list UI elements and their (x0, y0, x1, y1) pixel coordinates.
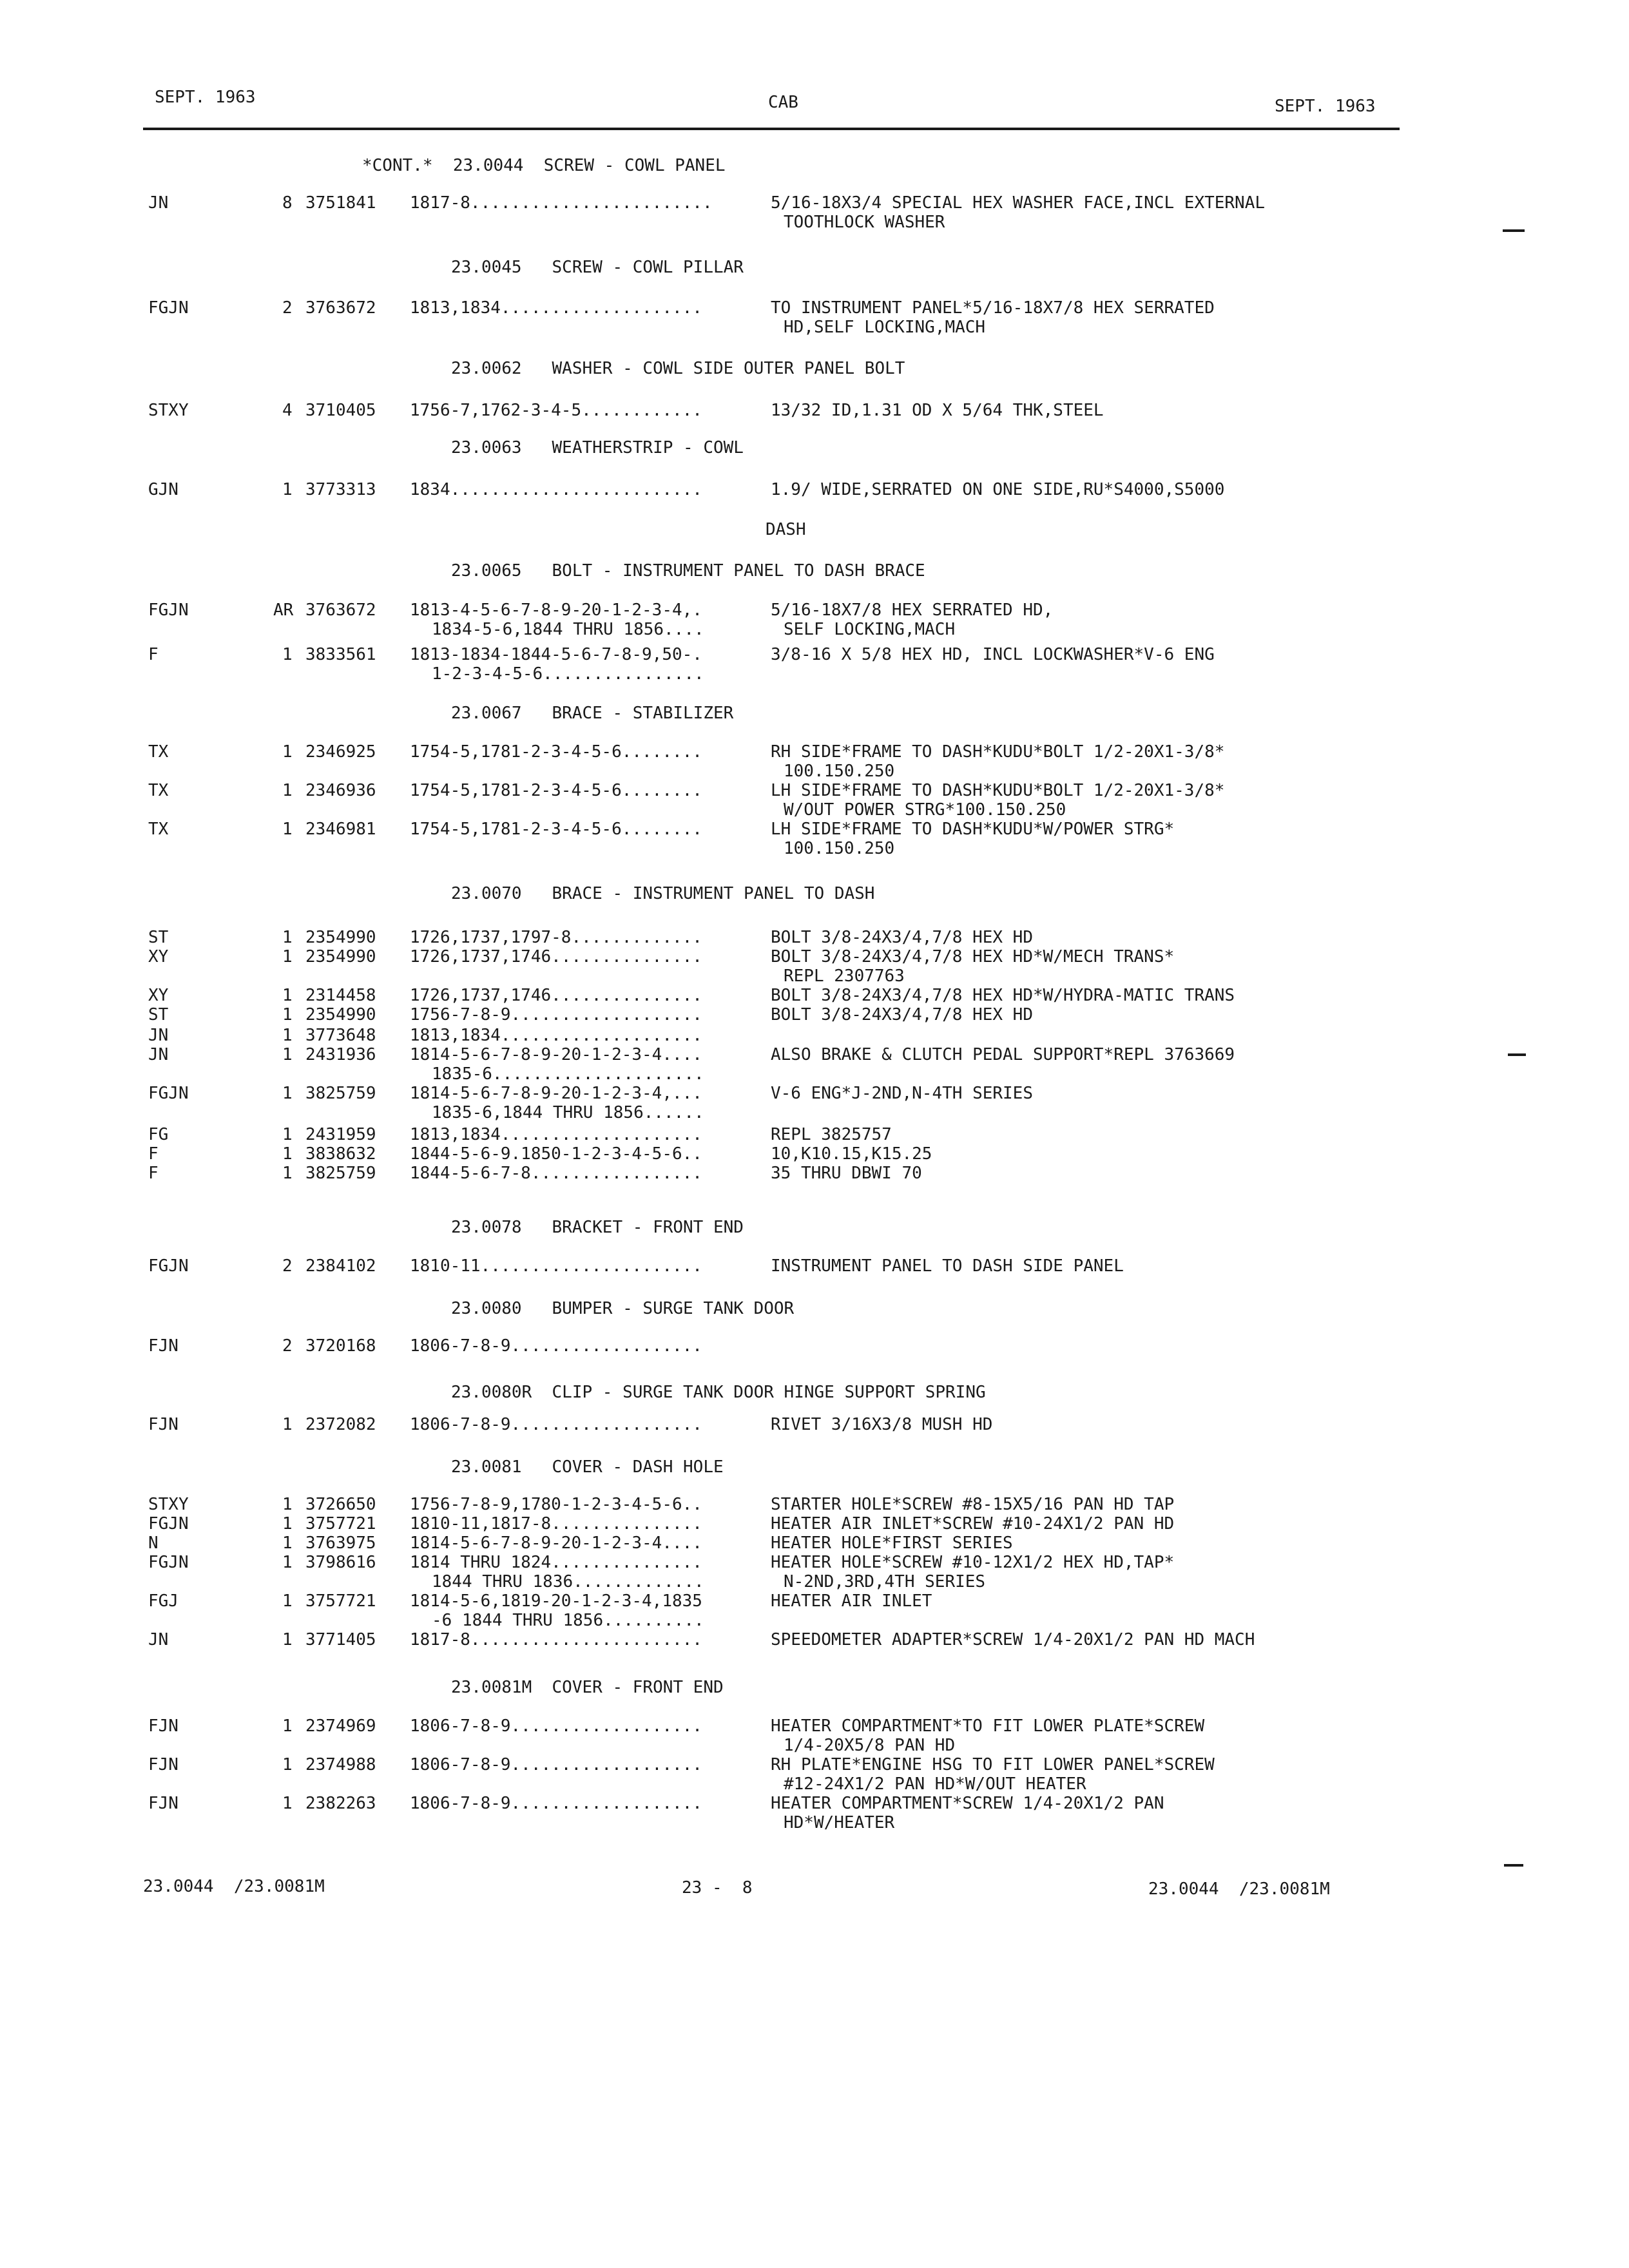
model-years: 1844-5-6-9.1850-1-2-3-4-5-6.. (410, 1144, 702, 1164)
part-number: 3773313 (305, 480, 376, 499)
part-number: 2314458 (305, 986, 376, 1005)
model-years: 1754-5,1781-2-3-4-5-6........ (410, 781, 702, 800)
part-number: 2382263 (305, 1794, 376, 1813)
model-code: JN (148, 1630, 169, 1649)
part-description: 3/8-16 X 5/8 HEX HD, INCL LOCKWASHER*V-6 ENG (771, 645, 1215, 664)
part-description: STARTER HOLE*SCREW #8-15X5/16 PAN HD TAP (771, 1495, 1175, 1514)
quantity: 1 (282, 1045, 293, 1064)
model-code: TX (148, 781, 169, 800)
model-years: 1813-4-5-6-7-8-9-20-1-2-3-4,. (410, 601, 702, 620)
part-description: LH SIDE*FRAME TO DASH*KUDU*W/POWER STRG* (771, 820, 1175, 839)
part-number: 2346925 (305, 742, 376, 762)
model-code: STXY (148, 401, 189, 420)
part-description-continued: HD*W/HEATER (784, 1813, 895, 1832)
model-code: FGJN (148, 601, 189, 620)
part-number: 3763975 (305, 1533, 376, 1553)
part-number: 2384102 (305, 1256, 376, 1276)
part-description: BOLT 3/8-24X3/4,7/8 HEX HD (771, 928, 1033, 947)
quantity: 1 (282, 1553, 293, 1572)
model-code: JN (148, 1045, 169, 1064)
model-code: FGJ (148, 1591, 178, 1611)
part-number: 3833561 (305, 645, 376, 664)
part-description: BOLT 3/8-24X3/4,7/8 HEX HD (771, 1005, 1033, 1024)
quantity: 1 (282, 742, 293, 762)
part-number: 3763672 (305, 601, 376, 620)
part-description-continued: 1/4-20X5/8 PAN HD (784, 1736, 956, 1755)
model-years-continued: -6 1844 THRU 1856.......... (432, 1611, 704, 1630)
model-years: 1817-8....................... (410, 1630, 702, 1649)
model-code: FJN (148, 1716, 178, 1736)
part-number: 3763672 (305, 298, 376, 318)
model-years-continued: 1835-6,1844 THRU 1856...... (432, 1103, 704, 1122)
quantity: 1 (282, 1415, 293, 1434)
part-number: 3710405 (305, 401, 376, 420)
quantity: 2 (282, 298, 293, 318)
part-number: 3771405 (305, 1630, 376, 1649)
margin-mark (1508, 1053, 1526, 1056)
model-code: F (148, 1164, 159, 1183)
quantity: 1 (282, 986, 293, 1005)
part-number: 2374988 (305, 1755, 376, 1774)
footer-range-right: 23.0044 /23.0081M (1148, 1879, 1330, 1899)
quantity: 1 (282, 1794, 293, 1813)
model-years: 1754-5,1781-2-3-4-5-6........ (410, 820, 702, 839)
header-title: CAB (768, 93, 798, 112)
margin-mark (1503, 229, 1525, 232)
part-number: 3838632 (305, 1144, 376, 1164)
quantity: 1 (282, 1755, 293, 1774)
part-number: 2346936 (305, 781, 376, 800)
model-code: JN (148, 1026, 169, 1045)
part-description: RH SIDE*FRAME TO DASH*KUDU*BOLT 1/2-20X1-3/8* (771, 742, 1225, 762)
header-date-right: SEPT. 1963 (1275, 97, 1376, 116)
section-heading: 23.0080R CLIP - SURGE TANK DOOR HINGE SUPPORT SPRING (451, 1383, 986, 1402)
section-heading: *CONT.* 23.0044 SCREW - COWL PANEL (362, 156, 726, 175)
quantity: 1 (282, 1591, 293, 1611)
model-code: ST (148, 1005, 169, 1024)
model-code: FGJN (148, 1084, 189, 1103)
header-rule (143, 128, 1400, 130)
part-description: REPL 3825757 (771, 1125, 892, 1144)
part-description-continued: W/OUT POWER STRG*100.150.250 (784, 800, 1066, 820)
part-description-continued: #12-24X1/2 PAN HD*W/OUT HEATER (784, 1774, 1086, 1794)
part-number: 2354990 (305, 947, 376, 966)
model-code: TX (148, 820, 169, 839)
model-code: F (148, 645, 159, 664)
quantity: 2 (282, 1336, 293, 1356)
model-years: 1844-5-6-7-8................. (410, 1164, 702, 1183)
footer-page-number: 23 - 8 (682, 1878, 753, 1898)
part-description: HEATER COMPARTMENT*SCREW 1/4-20X1/2 PAN (771, 1794, 1164, 1813)
model-code: FGJN (148, 1256, 189, 1276)
part-number: 3720168 (305, 1336, 376, 1356)
model-years: 1810-11...................... (410, 1256, 702, 1276)
quantity: 1 (282, 1630, 293, 1649)
model-years: 1806-7-8-9................... (410, 1755, 702, 1774)
model-years: 1806-7-8-9................... (410, 1794, 702, 1813)
part-number: 3726650 (305, 1495, 376, 1514)
part-description: BOLT 3/8-24X3/4,7/8 HEX HD*W/MECH TRANS* (771, 947, 1175, 966)
model-code: N (148, 1533, 159, 1553)
part-description: BOLT 3/8-24X3/4,7/8 HEX HD*W/HYDRA-MATIC TRANS (771, 986, 1235, 1005)
part-number: 3825759 (305, 1164, 376, 1183)
part-description-continued: N-2ND,3RD,4TH SERIES (784, 1572, 986, 1591)
model-years: 1834......................... (410, 480, 702, 499)
model-code: GJN (148, 480, 178, 499)
model-code: ST (148, 928, 169, 947)
model-years: 1726,1737,1746............... (410, 947, 702, 966)
model-code: FGJN (148, 1514, 189, 1533)
part-description: HEATER HOLE*FIRST SERIES (771, 1533, 1013, 1553)
model-code: FJN (148, 1755, 178, 1774)
part-description-continued: SELF LOCKING,MACH (784, 620, 956, 639)
section-heading: 23.0070 BRACE - INSTRUMENT PANEL TO DASH (451, 884, 875, 903)
quantity: 1 (282, 820, 293, 839)
model-years: 1814-5-6-7-8-9-20-1-2-3-4.... (410, 1533, 702, 1553)
part-number: 3773648 (305, 1026, 376, 1045)
part-description: TO INSTRUMENT PANEL*5/16-18X7/8 HEX SERRATED (771, 298, 1215, 318)
model-years: 1726,1737,1797-8............. (410, 928, 702, 947)
quantity: 1 (282, 947, 293, 966)
quantity: 1 (282, 1533, 293, 1553)
part-description-continued: 100.150.250 (784, 762, 895, 781)
section-heading: 23.0062 WASHER - COWL SIDE OUTER PANEL BOLT (451, 359, 905, 378)
quantity: 1 (282, 1144, 293, 1164)
quantity: 1 (282, 480, 293, 499)
part-description: SPEEDOMETER ADAPTER*SCREW 1/4-20X1/2 PAN HD MACH (771, 1630, 1255, 1649)
part-description: V-6 ENG*J-2ND,N-4TH SERIES (771, 1084, 1033, 1103)
model-years: 1814 THRU 1824............... (410, 1553, 702, 1572)
footer-range-left: 23.0044 /23.0081M (143, 1877, 325, 1896)
model-code: XY (148, 947, 169, 966)
part-number: 2354990 (305, 1005, 376, 1024)
model-years: 1756-7-8-9................... (410, 1005, 702, 1024)
model-code: FGJN (148, 298, 189, 318)
model-years: 1756-7-8-9,1780-1-2-3-4-5-6.. (410, 1495, 702, 1514)
model-code: TX (148, 742, 169, 762)
section-heading: 23.0065 BOLT - INSTRUMENT PANEL TO DASH BRACE (451, 561, 925, 581)
model-years-continued: 1844 THRU 1836............. (432, 1572, 704, 1591)
margin-mark (1504, 1864, 1523, 1867)
model-years: 1810-11,1817-8............... (410, 1514, 702, 1533)
section-heading: 23.0078 BRACKET - FRONT END (451, 1218, 744, 1237)
model-code: FGJN (148, 1553, 189, 1572)
model-years: 1814-5-6-7-8-9-20-1-2-3-4.... (410, 1045, 702, 1064)
model-years: 1726,1737,1746............... (410, 986, 702, 1005)
model-years: 1817-8........................ (410, 193, 713, 213)
part-description: 5/16-18X7/8 HEX SERRATED HD, (771, 601, 1054, 620)
model-years-continued: 1835-6..................... (432, 1064, 704, 1084)
quantity: 1 (282, 1514, 293, 1533)
part-number: 3751841 (305, 193, 376, 213)
part-description: LH SIDE*FRAME TO DASH*KUDU*BOLT 1/2-20X1-3/8* (771, 781, 1225, 800)
part-number: 3757721 (305, 1514, 376, 1533)
section-heading: 23.0063 WEATHERSTRIP - COWL (451, 438, 744, 457)
quantity: 1 (282, 1084, 293, 1103)
quantity: 1 (282, 1164, 293, 1183)
part-description: HEATER AIR INLET*SCREW #10-24X1/2 PAN HD (771, 1514, 1175, 1533)
quantity: 2 (282, 1256, 293, 1276)
part-number: 2354990 (305, 928, 376, 947)
model-years: 1806-7-8-9................... (410, 1716, 702, 1736)
part-description: HEATER HOLE*SCREW #10-12X1/2 HEX HD,TAP* (771, 1553, 1175, 1572)
part-description: HEATER AIR INLET (771, 1591, 932, 1611)
part-description: INSTRUMENT PANEL TO DASH SIDE PANEL (771, 1256, 1124, 1276)
model-years: 1813,1834.................... (410, 1125, 702, 1144)
quantity: AR (273, 601, 294, 620)
header-date-left: SEPT. 1963 (155, 88, 256, 107)
part-description: 5/16-18X3/4 SPECIAL HEX WASHER FACE,INCL EXTERNAL (771, 193, 1266, 213)
model-years: 1813-1834-1844-5-6-7-8-9,50-. (410, 645, 702, 664)
section-heading: 23.0045 SCREW - COWL PILLAR (451, 258, 744, 277)
part-description-continued: 100.150.250 (784, 839, 895, 858)
quantity: 1 (282, 1005, 293, 1024)
part-description: RH PLATE*ENGINE HSG TO FIT LOWER PANEL*SCREW (771, 1755, 1215, 1774)
part-description: 13/32 ID,1.31 OD X 5/64 THK,STEEL (771, 401, 1104, 420)
quantity: 1 (282, 1495, 293, 1514)
model-code: JN (148, 193, 169, 213)
part-number: 2374969 (305, 1716, 376, 1736)
model-code: XY (148, 986, 169, 1005)
part-number: 3825759 (305, 1084, 376, 1103)
part-description-continued: TOOTHLOCK WASHER (784, 213, 945, 232)
model-years-continued: 1-2-3-4-5-6................ (432, 664, 704, 684)
model-code: FG (148, 1125, 169, 1144)
model-years: 1806-7-8-9................... (410, 1415, 702, 1434)
section-heading: 23.0067 BRACE - STABILIZER (451, 704, 734, 723)
quantity: 1 (282, 781, 293, 800)
part-number: 2431936 (305, 1045, 376, 1064)
model-years: 1754-5,1781-2-3-4-5-6........ (410, 742, 702, 762)
section-heading: 23.0081M COVER - FRONT END (451, 1678, 724, 1697)
quantity: 8 (282, 193, 293, 213)
quantity: 1 (282, 1716, 293, 1736)
part-description: HEATER COMPARTMENT*TO FIT LOWER PLATE*SCREW (771, 1716, 1205, 1736)
part-description-continued: REPL 2307763 (784, 966, 905, 986)
part-description: 35 THRU DBWI 70 (771, 1164, 922, 1183)
model-code: STXY (148, 1495, 189, 1514)
part-description-continued: HD,SELF LOCKING,MACH (784, 318, 986, 337)
quantity: 1 (282, 1026, 293, 1045)
model-years: 1813,1834.................... (410, 298, 702, 318)
model-years: 1813,1834.................... (410, 1026, 702, 1045)
quantity: 4 (282, 401, 293, 420)
part-description: ALSO BRAKE & CLUTCH PEDAL SUPPORT*REPL 3763669 (771, 1045, 1235, 1064)
section-heading: 23.0081 COVER - DASH HOLE (451, 1457, 724, 1477)
part-description: RIVET 3/16X3/8 MUSH HD (771, 1415, 993, 1434)
part-description: 10,K10.15,K15.25 (771, 1144, 932, 1164)
model-years: 1814-5-6,1819-20-1-2-3-4,1835 (410, 1591, 702, 1611)
part-number: 3757721 (305, 1591, 376, 1611)
model-code: FJN (148, 1794, 178, 1813)
part-number: 2372082 (305, 1415, 376, 1434)
model-code: FJN (148, 1336, 178, 1356)
part-number: 3798616 (305, 1553, 376, 1572)
model-years-continued: 1834-5-6,1844 THRU 1856.... (432, 620, 704, 639)
model-code: FJN (148, 1415, 178, 1434)
part-description: 1.9/ WIDE,SERRATED ON ONE SIDE,RU*S4000,S5000 (771, 480, 1225, 499)
section-heading: 23.0080 BUMPER - SURGE TANK DOOR (451, 1299, 795, 1318)
model-years: 1814-5-6-7-8-9-20-1-2-3-4,... (410, 1084, 702, 1103)
quantity: 1 (282, 645, 293, 664)
model-code: F (148, 1144, 159, 1164)
quantity: 1 (282, 928, 293, 947)
quantity: 1 (282, 1125, 293, 1144)
model-years: 1756-7,1762-3-4-5............ (410, 401, 702, 420)
section-heading: DASH (766, 520, 806, 539)
part-number: 2431959 (305, 1125, 376, 1144)
model-years: 1806-7-8-9................... (410, 1336, 702, 1356)
part-number: 2346981 (305, 820, 376, 839)
